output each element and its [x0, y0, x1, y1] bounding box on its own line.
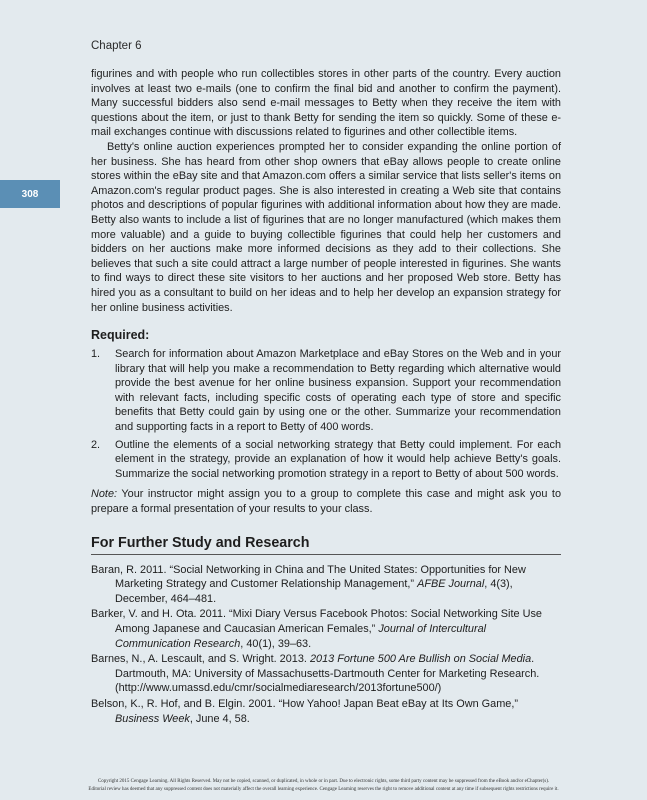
paragraph: Betty's online auction experiences prompted her to consider expanding the online portion of her business. She has heard from other shop owners that eBay allows people to create online stores within the eBay site and that Amazon.com offers a similar service that lists seller's items on Amazon.com's regular product pages. She is also interested in creating a Web site that contains photos and descriptions of popular figurines with additional information about how they are made. Betty also wants to include a list of figurines that are no longer manufactured (which makes them more valuable) and a guide to buying collectible figurines that could help her customers and bidders on her auctions make more informed decisions as they add to their collections. She believes that such a site could attract a large number of people interested in figurines. She wants to find ways to direct these site visitors to her auctions and her proposed Web store. Betty has hired you as a consultant to build on her ideas and to help her develop an expansion strategy for her online business activities.	[91, 140, 561, 314]
page-content	[91, 67, 561, 727]
list-item-number: 1.	[91, 348, 101, 361]
reference-item: Baran, R. 2011. “Social Networking in China and The United States: Opportunities for New Marketing Strategy and Customer Relationship Management,” AFBE Journal, 4(3), December, 464–481.	[91, 563, 526, 605]
copyright-footer	[18, 778, 629, 794]
reference-item: Belson, K., R. Hof, and B. Elgin. 2001. “How Yahoo! Japan Beat eBay at Its Own Game,” Business Week, June 4, 58.	[91, 697, 518, 725]
reference-item: Barker, V. and H. Ota. 2011. “Mixi Diary Versus Facebook Photos: Social Networking Site Use Among Japanese and Caucasian American Females,” Journal of Intercultural Communication Research, 40(1), 39–63.	[91, 608, 542, 650]
page-number-tab: 308	[0, 180, 60, 208]
reference-list	[91, 563, 561, 727]
list-item	[91, 347, 561, 435]
copyright-line: Copyright 2015 Cengage Learning. All Rights Reserved. May not be copied, scanned, or duplicated, in whole or in part. Due to electronic rights, some third party content may be suppressed from the eBook and/or eChapter(s).	[97, 779, 550, 784]
reference-item: Barnes, N., A. Lescault, and S. Wright. 2013. 2013 Fortune 500 Are Bullish on Social Media. Dartmouth, MA: University of Massachusetts-Dartmouth Center for Marketing Research. (http://www.umassd.edu/cmr/socialmediaresearch/2013fortune500/)	[91, 653, 540, 695]
required-heading: Required:	[91, 328, 150, 343]
list-item	[91, 438, 561, 482]
required-list	[91, 347, 561, 481]
copyright-line: Editorial review has deemed that any suppressed content does not materially affect the overall learning experience. Cengage Learning reserves the right to remove additional content at any time if subsequent rights restrictions require it.	[88, 787, 559, 792]
list-item-text: Outline the elements of a social networking strategy that Betty could implement. For each element in the strategy, provide an explanation of how it would help achieve Betty's goals. Summarize the social networking promotion strategy in a report to Betty of about 500 words.	[115, 438, 561, 480]
note-label: Note:	[91, 488, 118, 501]
list-item-text: Search for information about Amazon Marketplace and eBay Stores on the Web and in your library that will help you make a recommendation to Betty regarding which alternative would provide the best avenue for her online business expansion. Support your recommendation with relevant facts, including specific costs of operating each type of store and specific benefits that Betty could gain by using one or the other. Summarize your recommendation and supporting facts in a report to Betty of 400 words.	[115, 348, 561, 434]
note-paragraph	[91, 487, 561, 516]
note-text: Your instructor might assign you to a group to complete this case and might ask you to prepare a formal presentation of your results to your class.	[91, 488, 561, 516]
list-item-number: 2.	[91, 438, 101, 451]
paragraph: figurines and with people who run collectibles stores in other parts of the country. Every auction involves at least two e-mails (one to confirm the final bid and another to confirm the payment). Many successful bidders also send e-mail messages to Betty when they receive the item with questions about the item, or just to thank Betty for sending the item so quickly. Some of these e-mail exchanges continue with discussions related to figurines and other collectible items.	[91, 68, 561, 139]
section-heading: For Further Study and Research	[91, 534, 561, 555]
chapter-label: Chapter 6	[91, 40, 142, 52]
